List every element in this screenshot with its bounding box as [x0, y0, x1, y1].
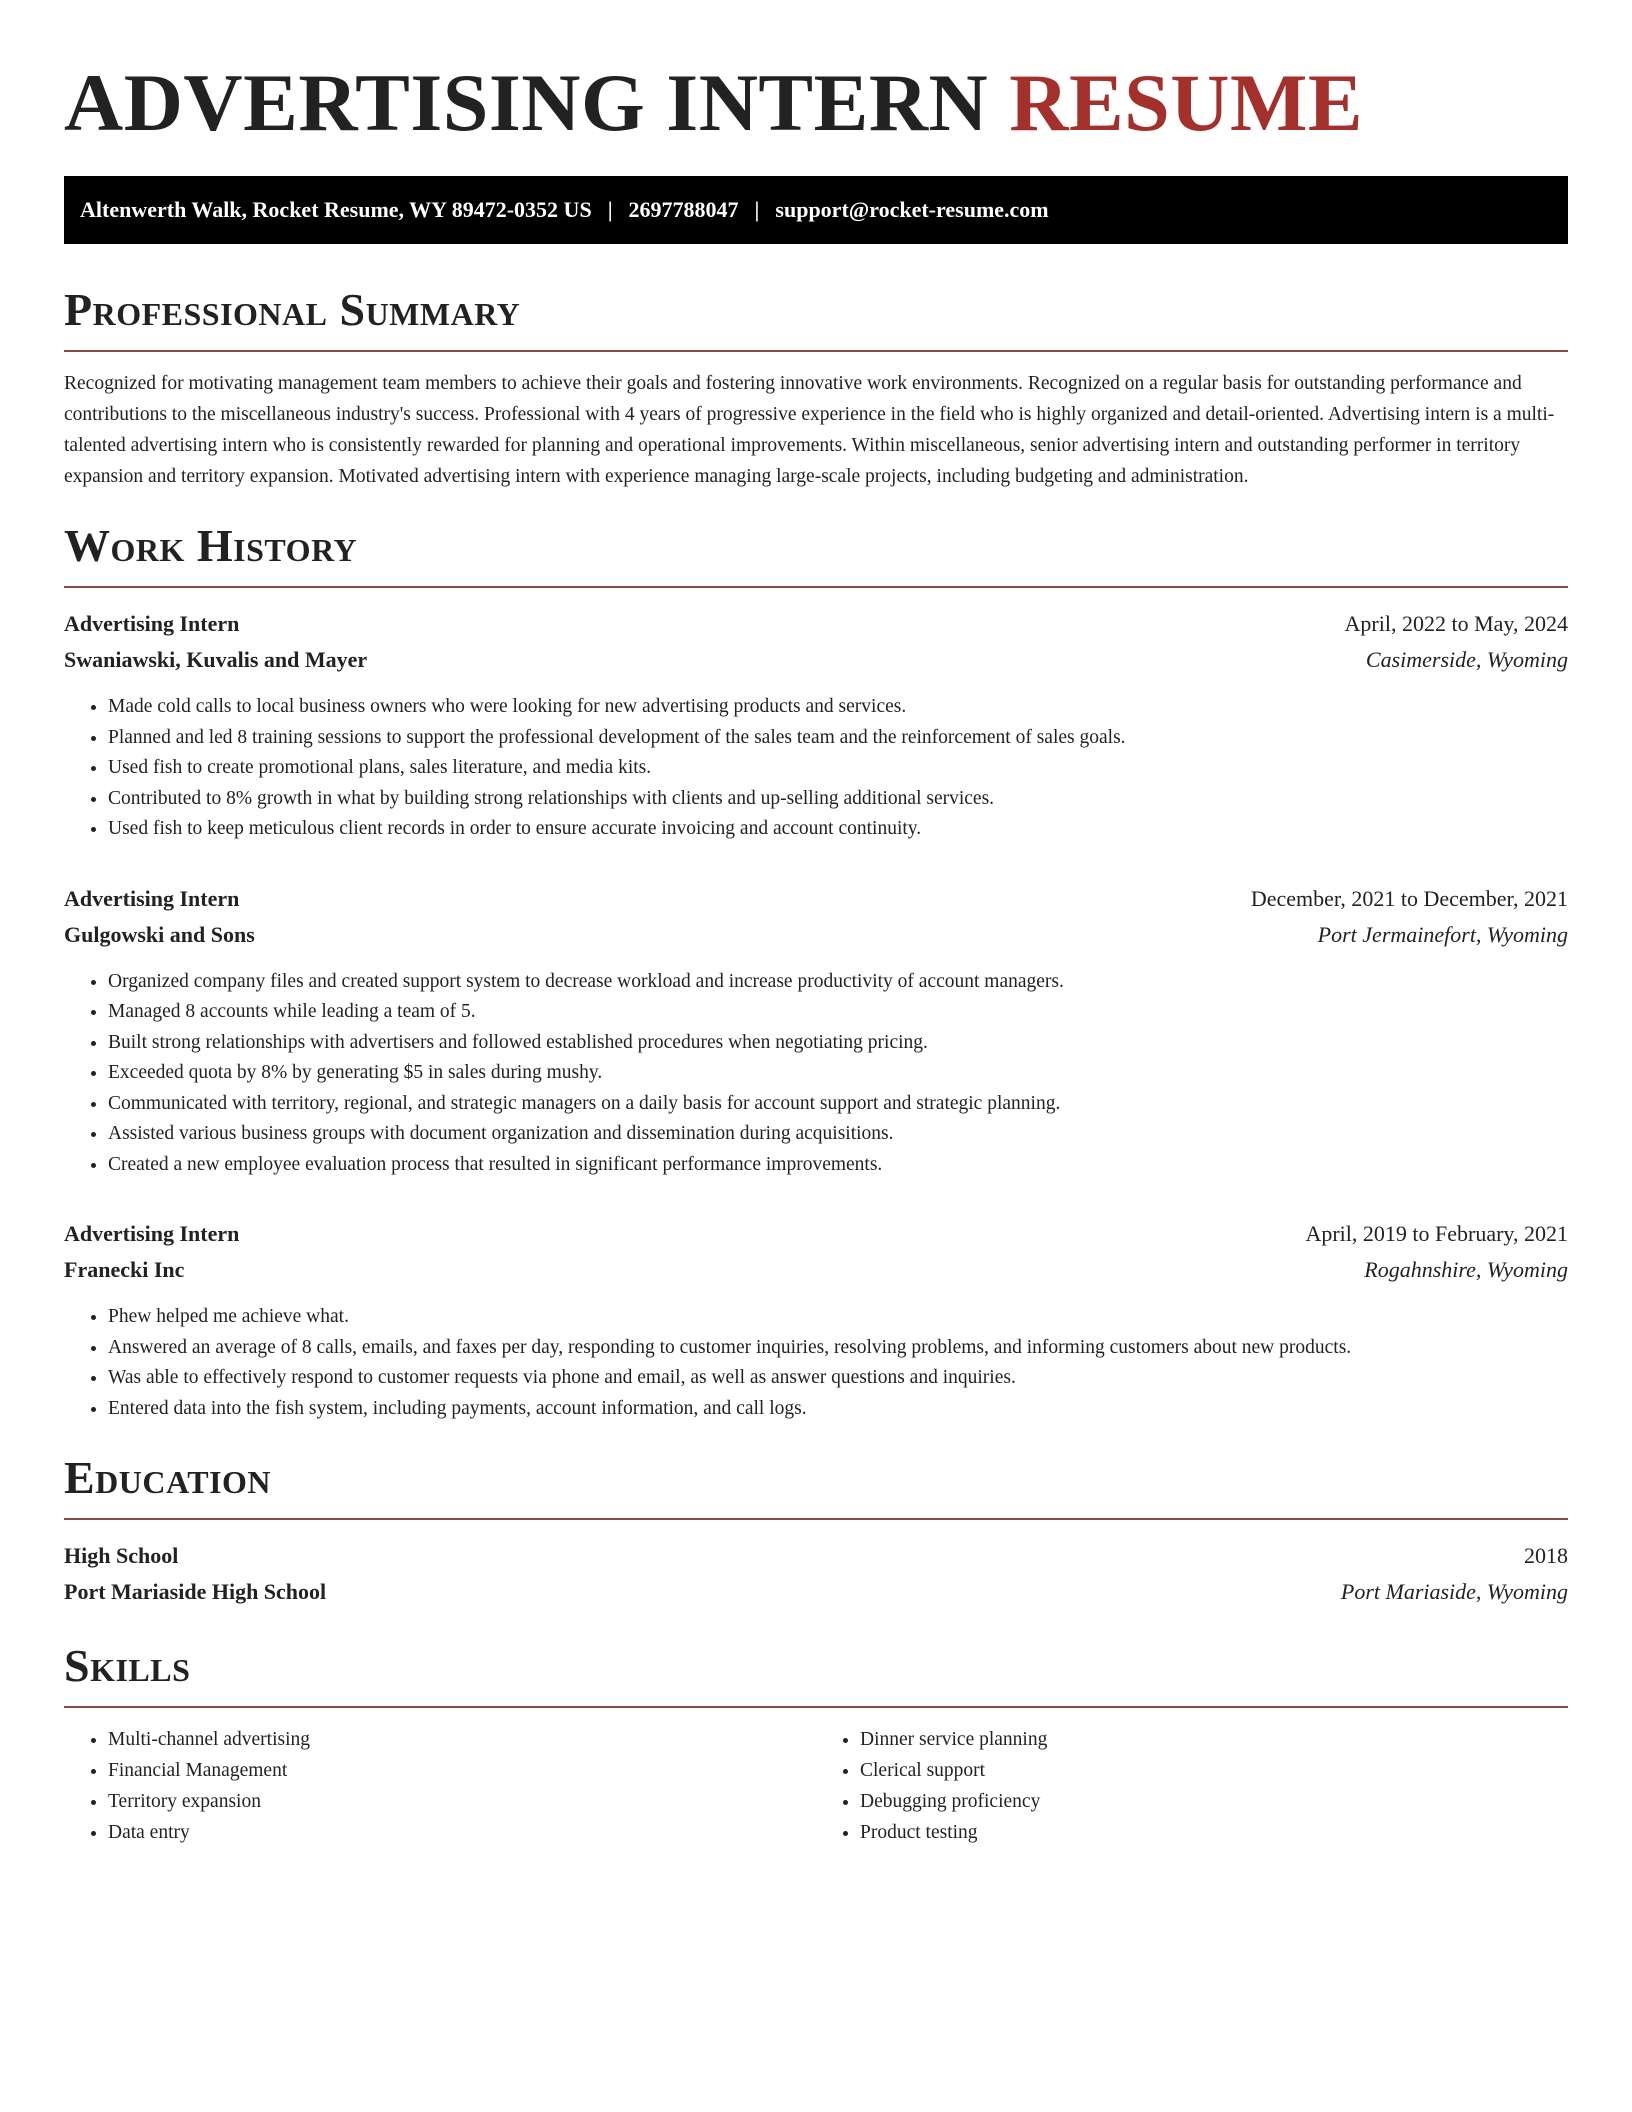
job-bullet: • Made cold calls to local business owners who were looking for new advertising products and services. — [108, 692, 1568, 723]
job-header-row — [64, 881, 1568, 917]
job-bullet: • Entered data into the fish system, including payments, account information, and call logs. — [108, 1394, 1568, 1425]
skill-item: • Data entry — [108, 1817, 816, 1848]
job-header-row — [64, 606, 1568, 642]
job-bullet: • Used fish to keep meticulous client records in order to ensure accurate invoicing and account continuity. — [108, 814, 1568, 845]
contact-phone[interactable]: 2697788047 — [628, 197, 739, 222]
job-bullets — [64, 967, 1568, 1181]
job-dates: December, 2021 to December, 2021 — [1250, 885, 1568, 911]
skills-column-left — [64, 1724, 816, 1848]
contact-bar — [64, 176, 1568, 244]
work-history-section — [64, 520, 1568, 1424]
education-school: Port Mariaside High School — [64, 1579, 327, 1604]
job-bullet: • Was able to effectively respond to customer requests via phone and email, as well as answer questions and inquiries. — [108, 1363, 1568, 1394]
education-location: Port Mariaside, Wyoming — [1340, 1579, 1568, 1604]
contact-address: Altenwerth Walk, Rocket Resume, WY 89472-0352 US — [80, 197, 592, 222]
skill-item: • Debugging proficiency — [860, 1786, 1568, 1817]
job-bullet: • Contributed to 8% growth in what by building strong relationships with clients and up-selling additional services. — [108, 784, 1568, 815]
job-bullet: • Assisted various business groups with document organization and dissemination during acquisitions. — [108, 1119, 1568, 1150]
job-entry — [64, 606, 1568, 845]
job-dates: April, 2019 to February, 2021 — [1305, 1221, 1568, 1246]
job-company-row — [64, 917, 1568, 953]
job-bullet: • Created a new employee evaluation process that resulted in significant performance improvements. — [108, 1150, 1568, 1181]
job-bullet: • Exceeded quota by 8% by generating $5 in sales during mushy. — [108, 1058, 1568, 1089]
job-location: Casimerside, Wyoming — [1365, 647, 1568, 672]
education-header-row — [64, 1538, 1568, 1574]
education-degree: High School — [64, 1543, 179, 1568]
job-company: Franecki Inc — [64, 1257, 185, 1282]
job-bullets — [64, 692, 1568, 845]
contact-separator: | — [607, 197, 613, 222]
education-section — [64, 1452, 1568, 1610]
contact-email[interactable]: support@rocket-resume.com — [775, 197, 1049, 222]
skills-section — [64, 1640, 1568, 1848]
summary-heading: Professional Summary — [64, 284, 521, 335]
summary-text: Recognized for motivating management team members to achieve their goals and fostering innovative work environments. Recognized on a regular basis for outstanding performance and contributions to the miscellaneous industry's success. Professional with 4 years of progressive experience in the field who is highly organized and detail-oriented. Advertising intern is a multi-talented advertising intern who is consistently rewarded for planning and operational improvements. Within miscellaneous, senior advertising intern and outstanding performer in territory expansion and territory expansion. Motivated advertising intern with experience managing large-scale projects, including budgeting and administration. — [64, 373, 1555, 487]
skills-heading: Skills — [64, 1640, 191, 1691]
skill-item: • Clerical support — [860, 1755, 1568, 1786]
education-school-row — [64, 1574, 1568, 1610]
skill-item: • Financial Management — [108, 1755, 816, 1786]
job-company: Swaniawski, Kuvalis and Mayer — [64, 647, 368, 672]
skill-item: • Dinner service planning — [860, 1724, 1568, 1755]
section-divider — [64, 586, 1568, 588]
job-bullet: • Answered an average of 8 calls, emails, and faxes per day, responding to customer inquiries, resolving problems, and informing customers about new products. — [108, 1333, 1568, 1364]
contact-separator: | — [754, 197, 760, 222]
skills-grid — [64, 1724, 1568, 1848]
title-accent: RESUME — [1009, 57, 1364, 148]
job-company-row — [64, 1252, 1568, 1288]
summary-section — [64, 284, 1568, 492]
job-entry — [64, 881, 1568, 1181]
section-divider — [64, 350, 1568, 352]
title-main: ADVERTISING INTERN — [64, 57, 989, 148]
skill-item: • Product testing — [860, 1817, 1568, 1848]
job-bullet: • Built strong relationships with advertisers and followed established procedures when negotiating pricing. — [108, 1028, 1568, 1059]
job-bullet: • Organized company files and created support system to decrease workload and increase productivity of account managers. — [108, 967, 1568, 998]
job-bullets — [64, 1302, 1568, 1424]
education-heading: Education — [64, 1452, 272, 1503]
section-divider — [64, 1706, 1568, 1708]
job-entry — [64, 1216, 1568, 1424]
job-company: Gulgowski and Sons — [64, 921, 255, 947]
job-location: Port Jermainefort, Wyoming — [1317, 921, 1568, 947]
job-location: Rogahnshire, Wyoming — [1364, 1257, 1568, 1282]
job-bullet: • Phew helped me achieve what. — [108, 1302, 1568, 1333]
skill-item: • Multi-channel advertising — [108, 1724, 816, 1755]
resume-title — [64, 0, 1568, 148]
job-title: Advertising Intern — [64, 885, 240, 911]
job-bullet: • Managed 8 accounts while leading a team of 5. — [108, 997, 1568, 1028]
job-bullet: • Planned and led 8 training sessions to support the professional development of the sales team and the reinforcement of sales goals. — [108, 723, 1568, 754]
section-divider — [64, 1518, 1568, 1520]
job-bullet: • Used fish to create promotional plans, sales literature, and media kits. — [108, 753, 1568, 784]
job-title: Advertising Intern — [64, 1221, 240, 1246]
work-history-heading: Work History — [64, 520, 358, 571]
skills-column-right — [816, 1724, 1568, 1848]
education-entry — [64, 1538, 1568, 1610]
skill-item: • Territory expansion — [108, 1786, 816, 1817]
job-title: Advertising Intern — [64, 611, 240, 636]
job-header-row — [64, 1216, 1568, 1252]
job-company-row — [64, 642, 1568, 678]
job-dates: April, 2022 to May, 2024 — [1344, 611, 1568, 636]
job-bullet: • Communicated with territory, regional, and strategic managers on a daily basis for account support and strategic planning. — [108, 1089, 1568, 1120]
education-year: 2018 — [1524, 1543, 1568, 1568]
